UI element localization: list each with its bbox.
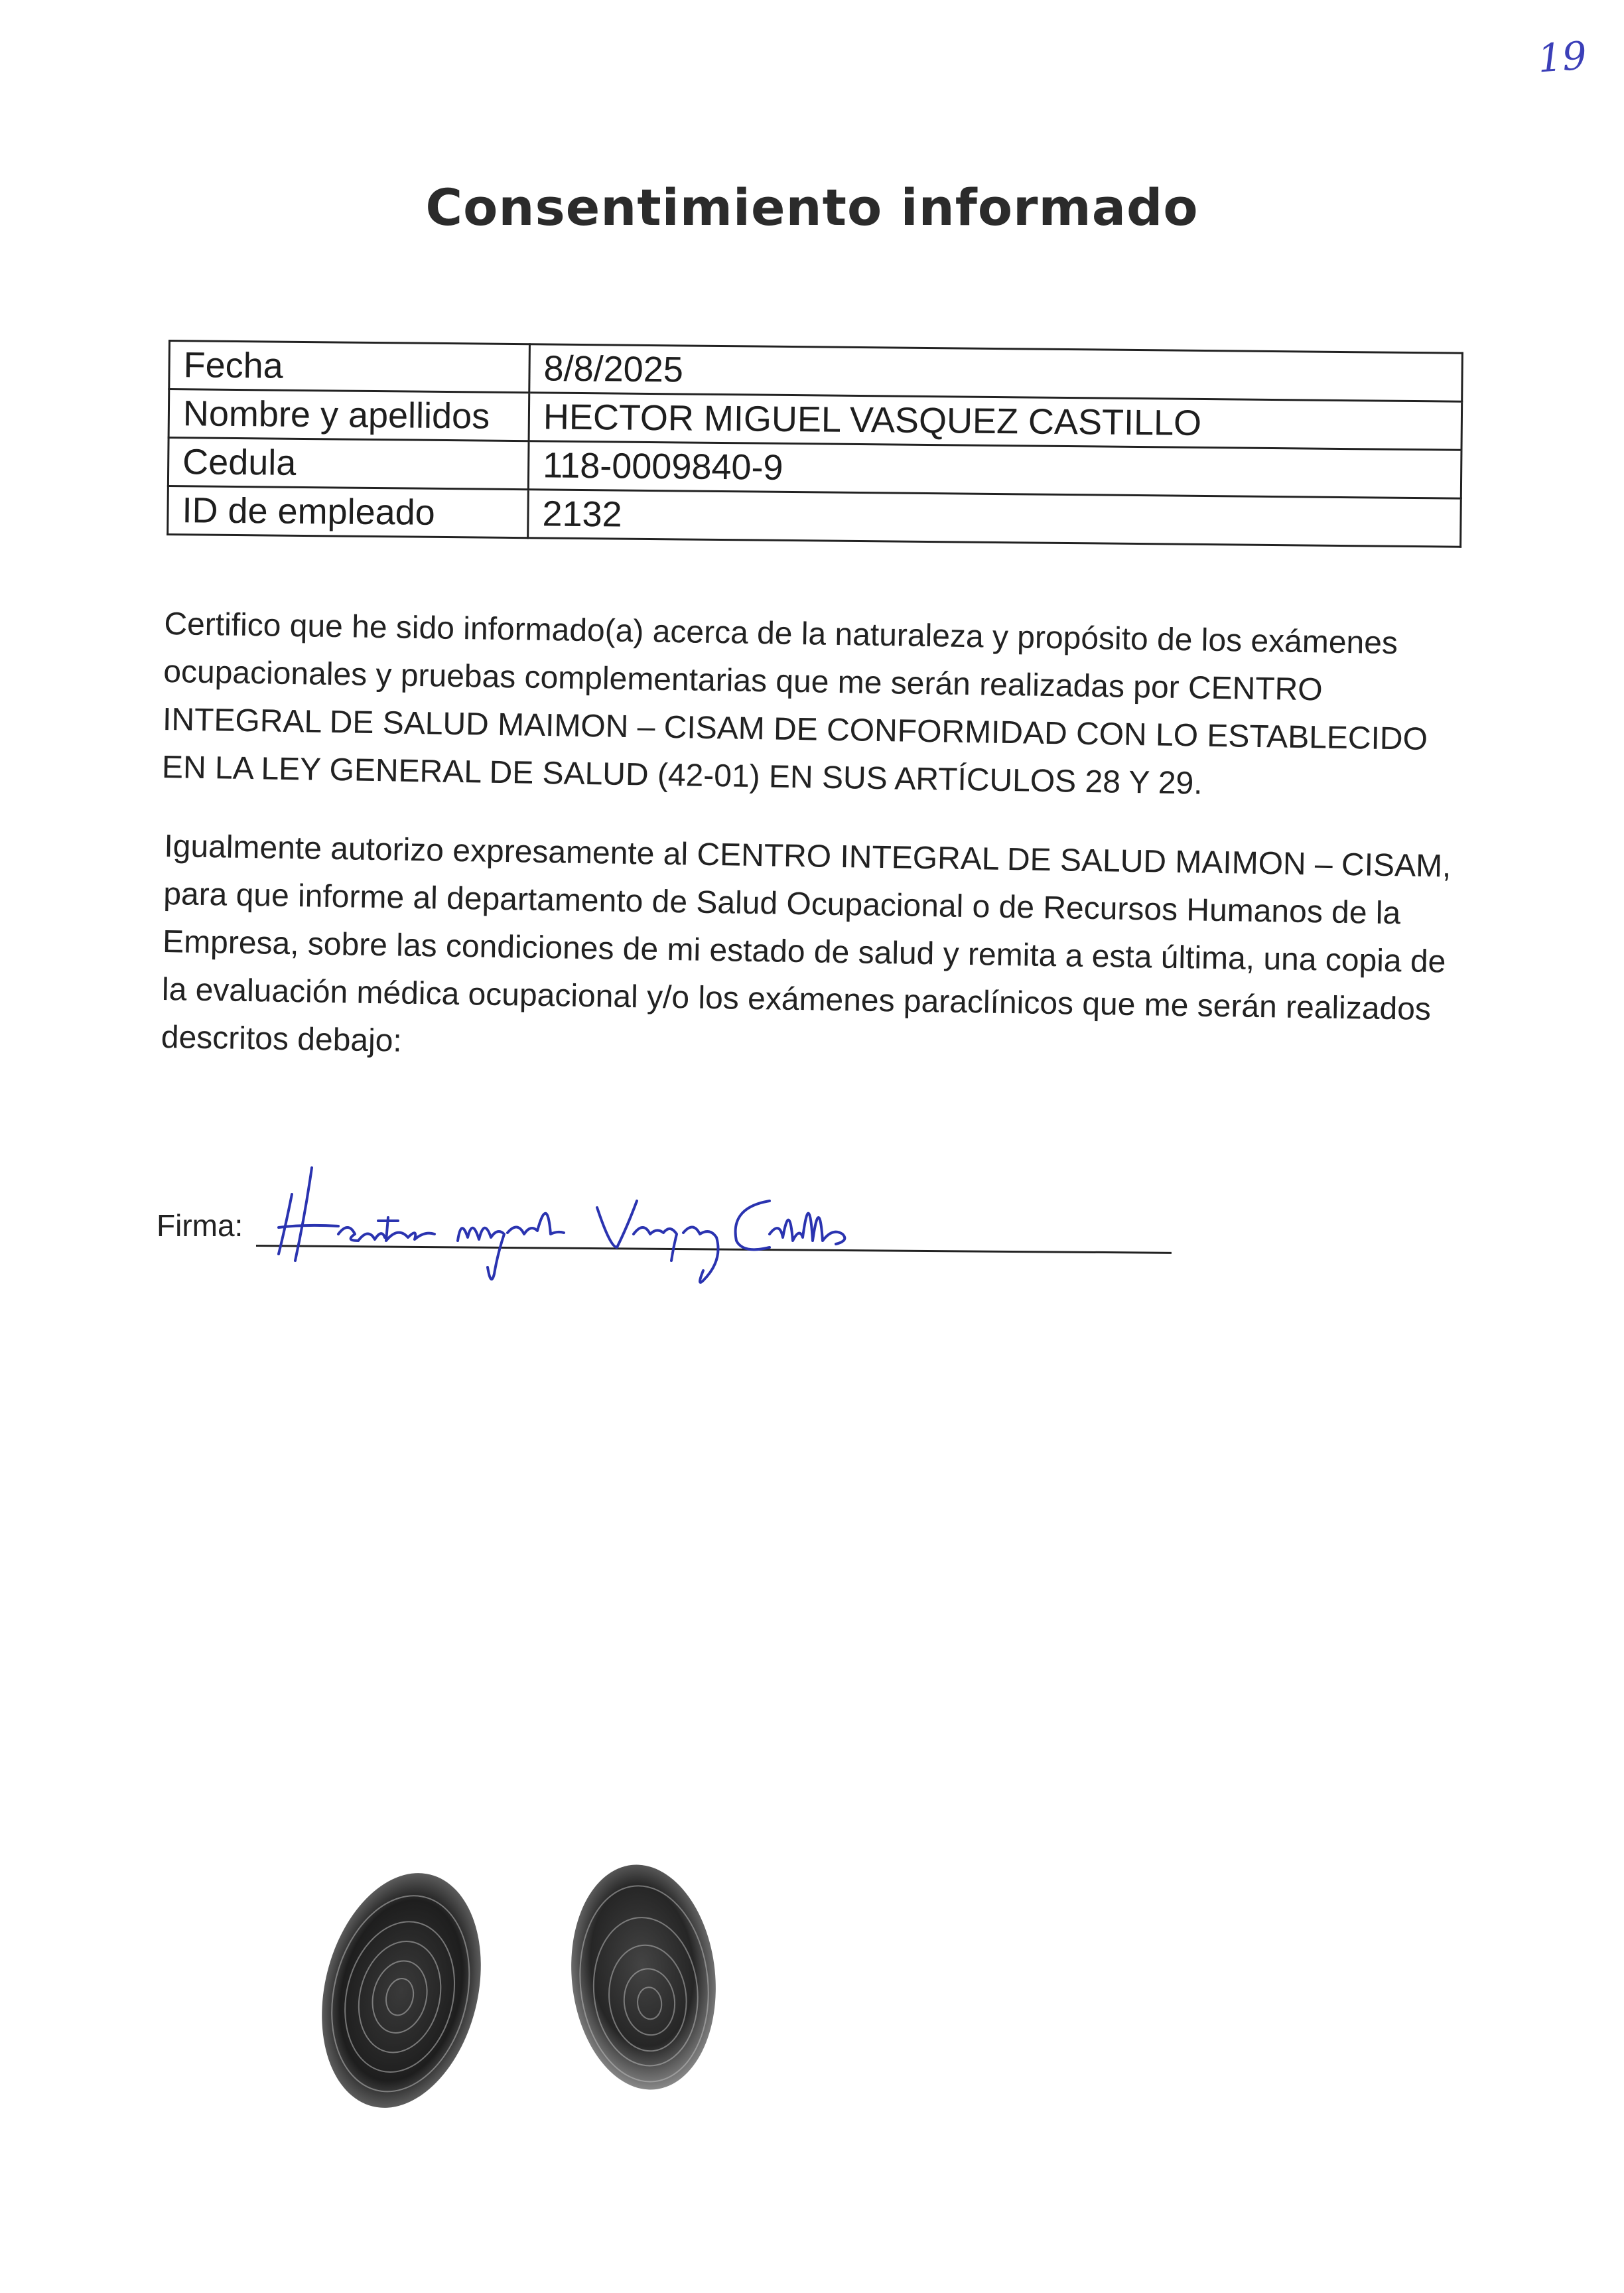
row-value: 118-0009840-9 <box>528 441 1461 498</box>
row-value: 2132 <box>528 490 1461 547</box>
document-title: Consentimiento informado <box>425 178 1199 237</box>
consent-paragraph-2: Igualmente autorizo expresamente al CENTRO INTEGRAL DE SALUD MAIMON – CISAM, para que informe al departamento de Salud Ocupacional o de Recursos Humanos de la Empresa, sobre las condiciones de mi estado de salud y remita a esta última, una copia de la evaluación médica ocupacional y/o los exámenes paraclínicos que me serán realizados descritos debajo: <box>161 828 1452 1059</box>
row-label: Nombre y apellidos <box>169 389 529 441</box>
signature-label: Firma: <box>157 1208 243 1243</box>
page-number: 19 <box>1536 33 1589 82</box>
handwritten-signature <box>265 1154 862 1287</box>
row-value: HECTOR MIGUEL VASQUEZ CASTILLO <box>529 393 1462 450</box>
left-fingerprint <box>312 1858 498 2123</box>
row-value: 8/8/2025 <box>529 344 1463 401</box>
right-fingerprint <box>557 1851 730 2103</box>
info-table <box>167 340 1463 548</box>
row-label: ID de empleado <box>168 486 529 538</box>
row-label: Cedula <box>168 438 529 490</box>
row-label: Fecha <box>169 341 530 393</box>
consent-paragraph-1: Certifico que he sido informado(a) acerca de la naturaleza y propósito de los exámenes ocupacionales y pruebas complementarias que me serán realizadas por CENTRO INTEGRAL DE SALUD MAIMON – CISAM DE CONFORMIDAD CON LO ESTABLECIDO EN LA LEY GENERAL DE SALUD (42-01) EN SUS ARTÍCULOS 28 Y 29. <box>161 606 1428 801</box>
